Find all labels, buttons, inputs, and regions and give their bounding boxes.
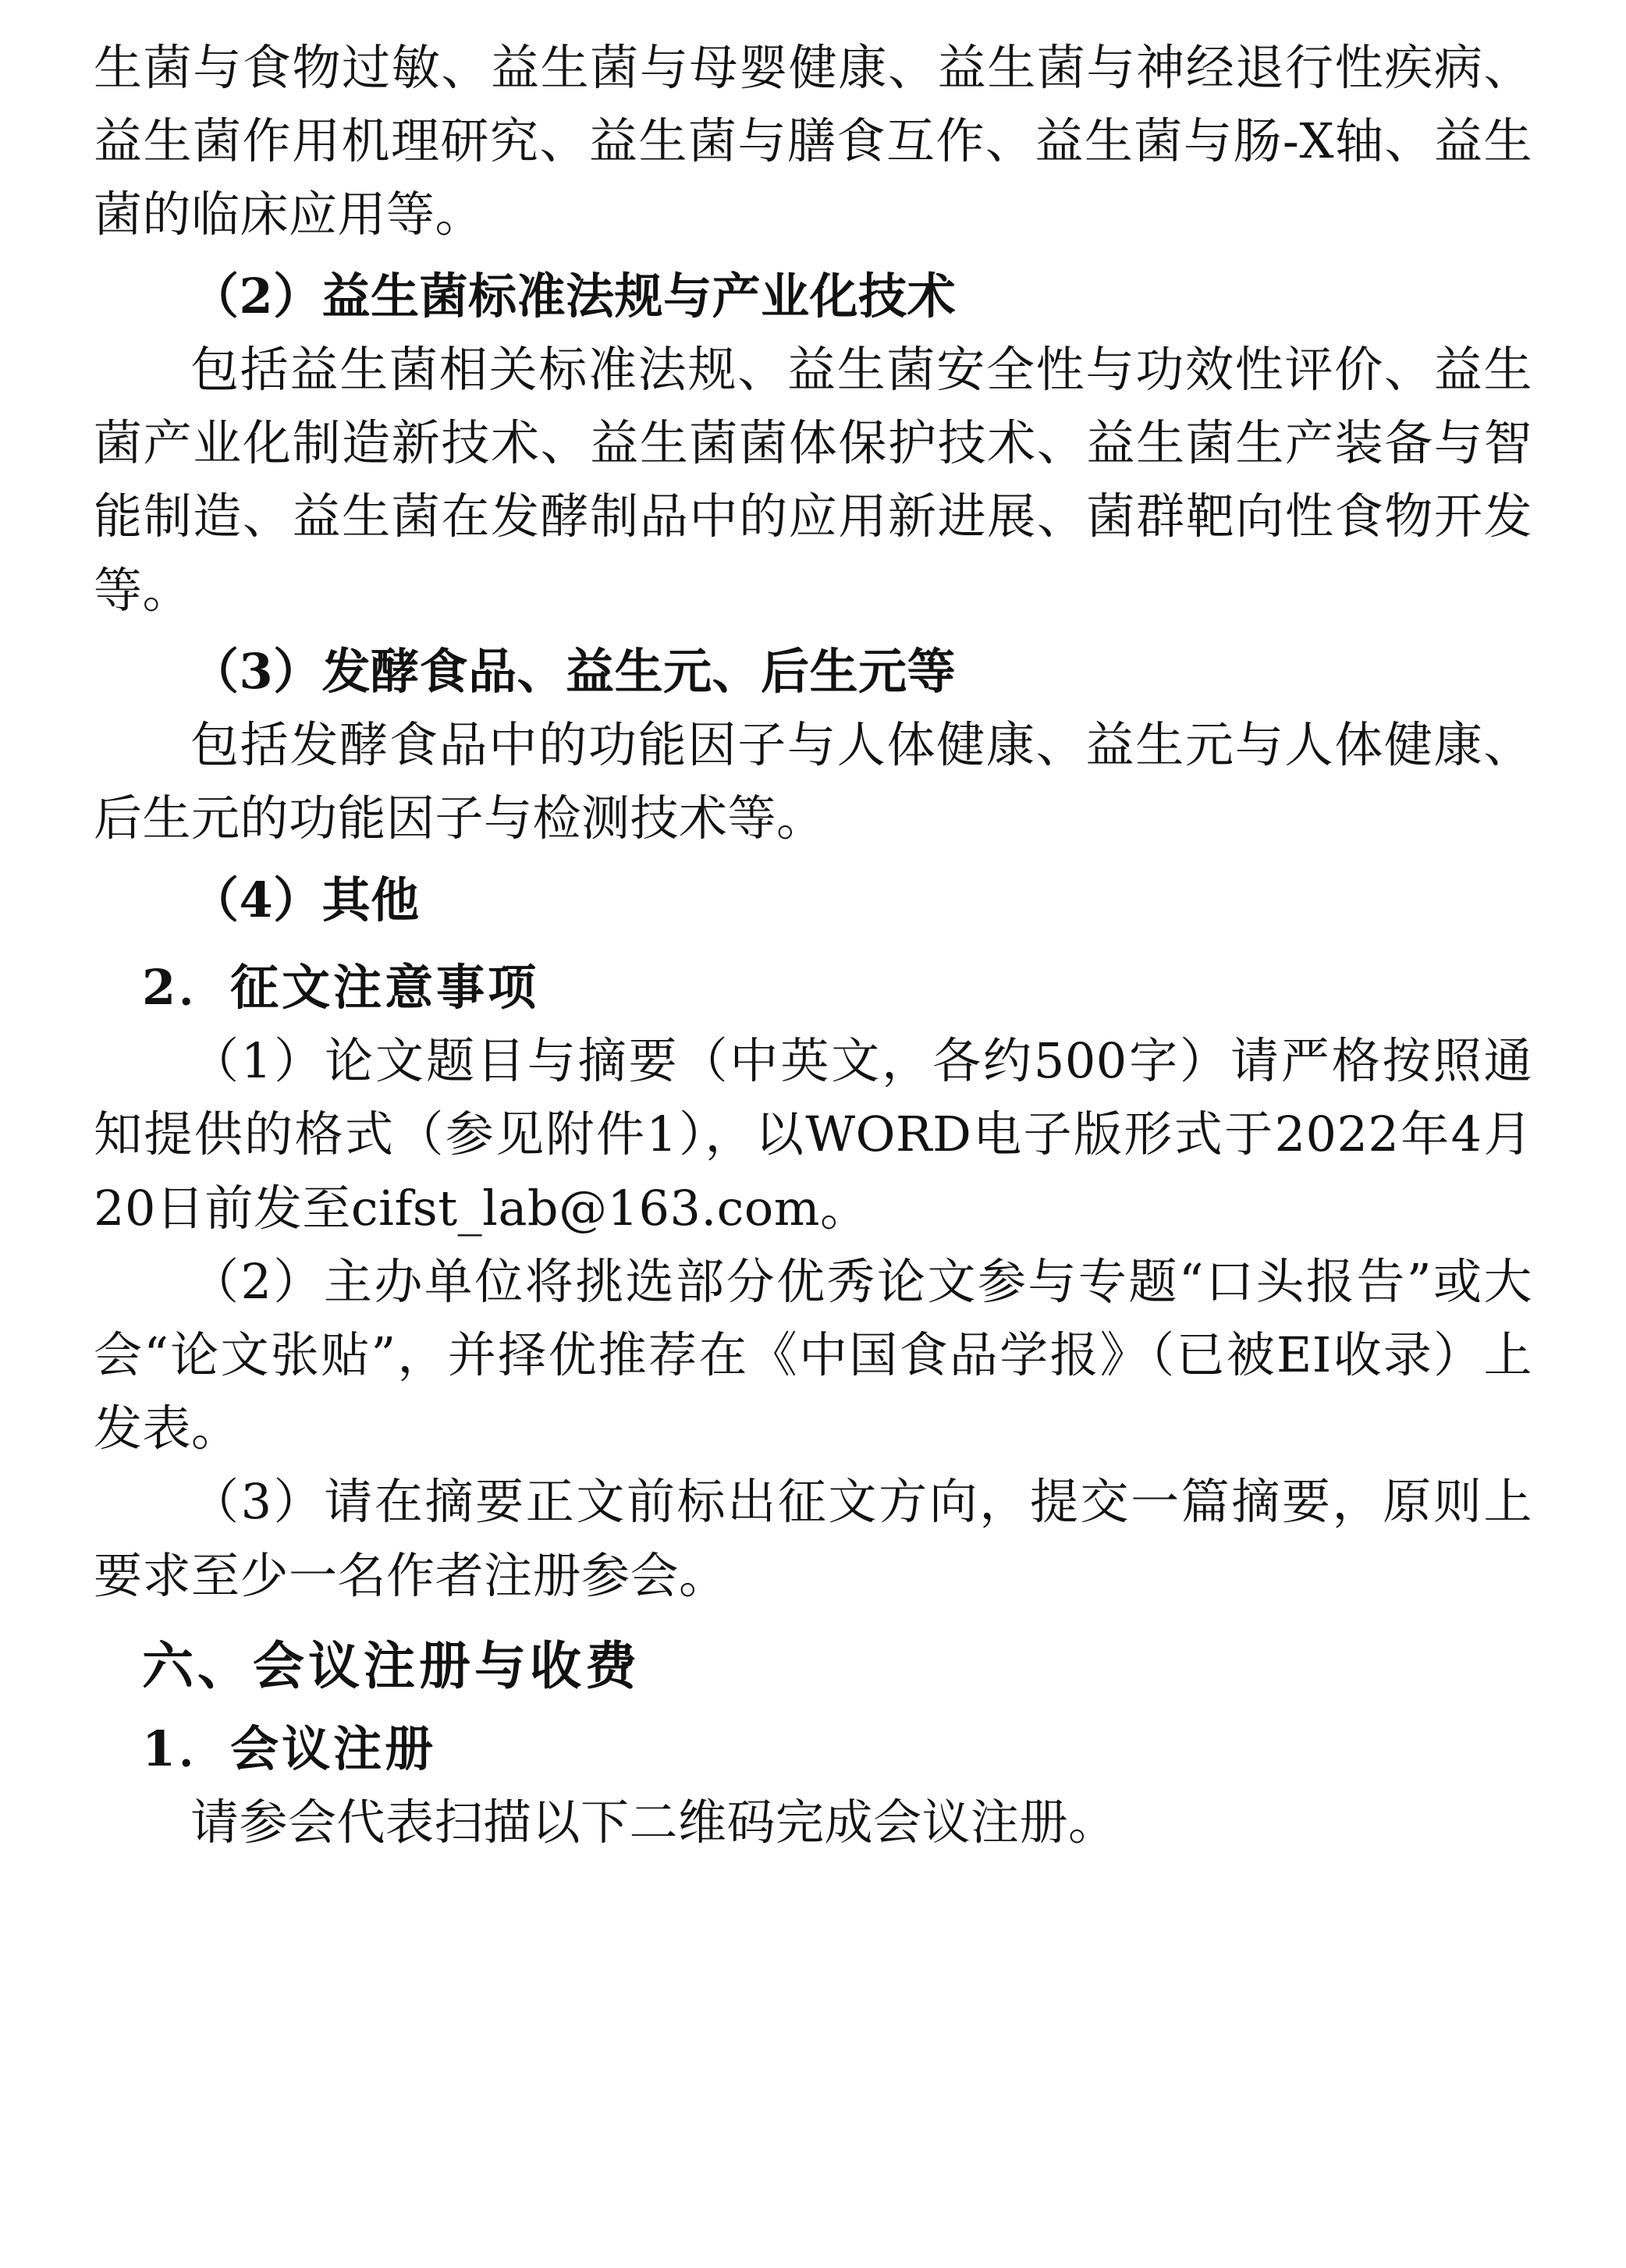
spacer xyxy=(94,627,1532,635)
paragraph-topic-3: 包括发酵食品中的功能因子与人体健康、益生元与人体健康、后生元的功能因子与检测技术等。 xyxy=(94,716,1532,847)
heading-registration-1: 1．会议注册 xyxy=(142,1720,437,1778)
paragraph-notice-3: （3）请在摘要正文前标出征文方向，提交一篇摘要，原则上要求至少一名作者注册参会。 xyxy=(94,1473,1532,1604)
spacer xyxy=(94,252,1532,260)
heading-topic-2: （2）益生菌标准法规与产业化技术 xyxy=(190,267,957,325)
spacer xyxy=(94,856,1532,864)
heading-section-2: 2．征文注意事项 xyxy=(142,958,540,1016)
heading-topic-4: （4）其他 xyxy=(190,871,420,928)
spacer xyxy=(94,937,1532,951)
paragraph-topic-2: 包括益生菌相关标准法规、益生菌安全性与功效性评价、益生菌产业化制造新技术、益生菌菌体保护技术、益生菌生产装备与智能制造、益生菌在发酵制品中的应用新进展、菌群靶向性食物开发等。 xyxy=(94,340,1532,619)
heading-section-six: 六、会议注册与收费 xyxy=(142,1634,641,1696)
paragraph-registration-1: 请参会代表扫描以下二维码完成会议注册。 xyxy=(190,1794,1117,1851)
paragraph-notice-1: （1）论文题目与摘要（中英文，各约500字）请严格按照通知提供的格式（参见附件1），以WORD电子版形式于2022年4月20日前发至cifst_lab@163.com。 xyxy=(94,1032,1532,1237)
heading-topic-3: （3）发酵食品、益生元、后生元等 xyxy=(190,642,957,700)
document-body xyxy=(94,31,1532,1860)
spacer xyxy=(94,1613,1532,1627)
paragraph-notice-2: （2）主办单位将挑选部分优秀论文参与专题“口头报告”或大会“论文张贴”，并择优推荐在《中国食品学报》（已被EI收录）上发表。 xyxy=(94,1252,1532,1457)
paragraph-topic1-continuation: 生菌与食物过敏、益生菌与母婴健康、益生菌与神经退行性疾病、益生菌作用机理研究、益生菌与膳食互作、益生菌与肠-X轴、益生菌的临床应用等。 xyxy=(94,39,1532,243)
spacer xyxy=(94,1705,1532,1713)
